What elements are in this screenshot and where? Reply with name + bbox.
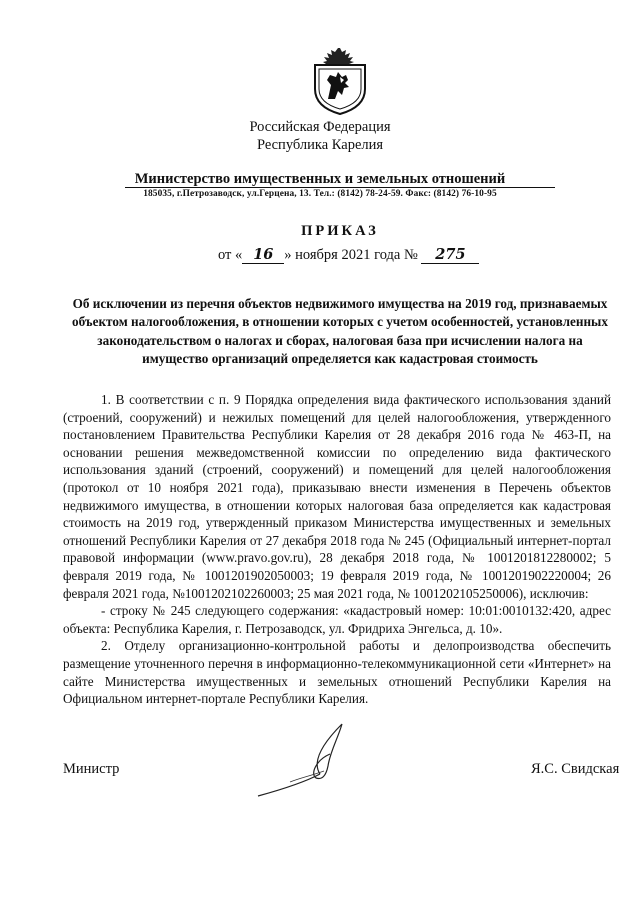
- header-divider: [125, 187, 555, 188]
- order-title: ПРИКАЗ: [301, 223, 379, 239]
- coat-of-arms-icon: [311, 47, 369, 115]
- handwritten-signature: [250, 716, 360, 806]
- ministry-address: 185035, г.Петрозаводск, ул.Герцена, 13. Тел.: (8142) 78-24-59. Факс: (8142) 76-10-95: [143, 189, 497, 199]
- order-number: 275: [421, 246, 479, 264]
- order-subject: Об исключении из перечня объектов недвижимого имущества на 2019 год, признаваемых объектом налогообложения, в отношении которых с учетом особенностей, установленных законодательством о налогах и сборах, налоговая база при исчислении налога на имущество организаций определяется как кадастровая стоимость: [72, 296, 608, 366]
- date-prefix: от «: [218, 247, 243, 263]
- ministry-name: Министерство имущественных и земельных отношений: [134, 171, 506, 187]
- order-day: 16: [242, 246, 284, 264]
- signer-position: Министр: [63, 761, 120, 777]
- signer-name: Я.С. Свидская: [531, 761, 620, 777]
- republic-name: Республика Карелия: [256, 137, 384, 153]
- paragraph-2: 2. Отделу организационно-контрольной работы и делопроизводства обеспечить размещение уточненного перечня в информационно-телекоммуникационной сети «Интернет» на сайте Министерства имущественных и земельных отношений Республики Карелия на Официальном интернет-портале Республики Карелия.: [63, 638, 611, 707]
- date-middle: » ноября 2021 года №: [284, 247, 418, 263]
- order-date-line: [218, 246, 479, 264]
- paragraph-1: 1. В соответствии с п. 9 Порядка определения вида фактического использования зданий (строений, сооружений) и нежилых помещений для целей налогообложения, утвержденного постановлением Правительства Республики Карелия от 28 декабря 2016 года № 463-П, на основании решения межведомственной комиссии по определению вида фактического использования зданий (строений, сооружений) и помещений для целей налогообложения (протокол от 10 ноября 2021 года), приказываю внести изменения в Перечень объектов недвижимого имущества, в отношении которых налоговая база определяется как кадастровая стоимость на 2019 год, утвержденный приказом Министерства имущественных и земельных отношений Республики Карелия от 27 декабря 2018 года № 245 (Официальный интернет-портал правовой информации (www.pravo.gov.ru), 28 декабря 2018 года, № 1001201812280002; 5 февраля 2019 года, № 1001201902050003; 19 февраля 2019 года, № 1001201902220004; 26 февраля 2021 года, №1001202102260003; 25 мая 2021 года, № 1001202105250006), исключив:: [63, 392, 611, 601]
- order-body: [63, 391, 611, 708]
- paragraph-1-item: - строку № 245 следующего содержания: «кадастровый номер: 10:01:0010132:420, адрес объекта: Республика Карелия, г. Петрозаводск, ул. Фридриха Энгельса, д. 10».: [63, 603, 611, 636]
- country-name: Российская Федерация: [249, 119, 391, 135]
